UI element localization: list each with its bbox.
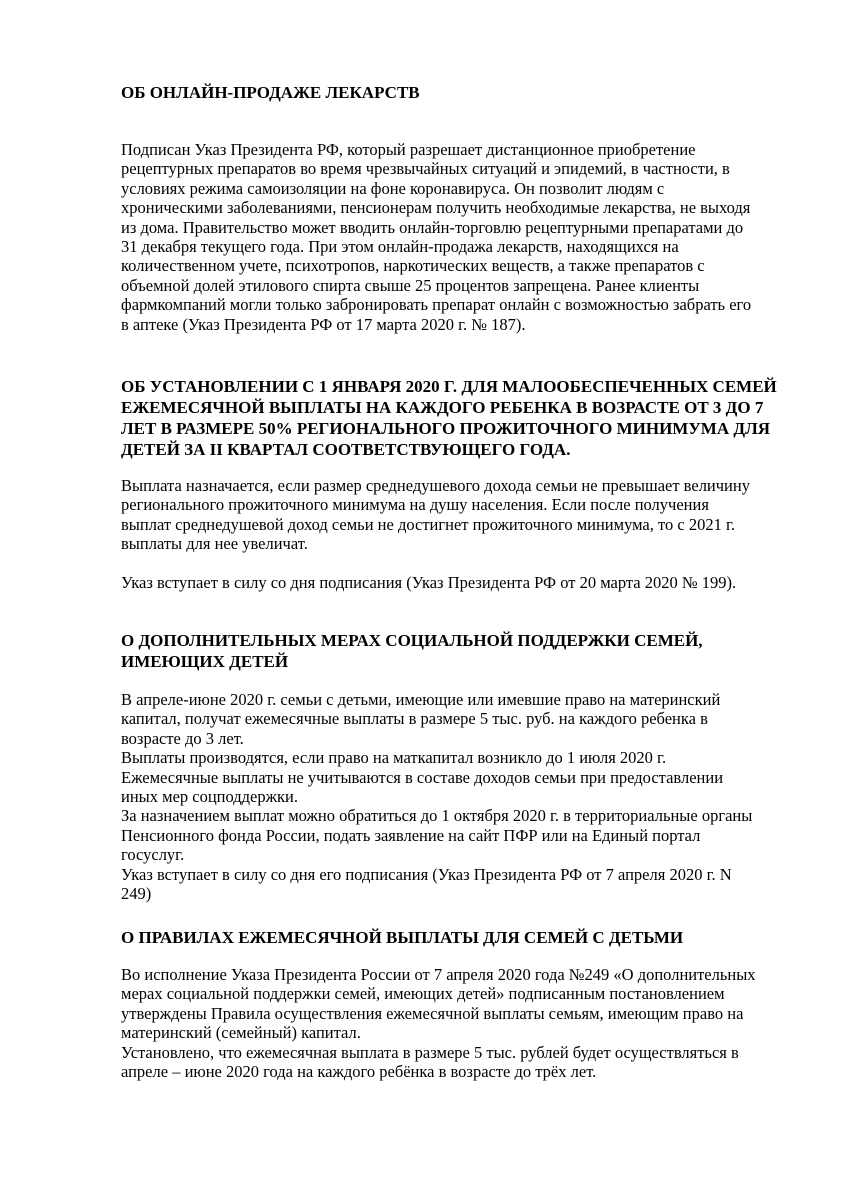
text-line: выплаты для нее увеличат. <box>121 534 308 554</box>
text-line: утверждены Правила осуществления ежемесячной выплаты семьям, имеющим право на <box>121 1003 744 1023</box>
text-line: За назначением выплат можно обратиться до 1 октября 2020 г. в территориальные органы <box>121 806 753 826</box>
text-line: В апреле-июне 2020 г. семьи с детьми, имеющие или имевшие право на материнский <box>121 690 721 709</box>
text-line: количественном учете, психотропов, наркотических веществ, а также препаратов с <box>121 256 705 276</box>
section-3-heading <box>121 630 821 672</box>
heading-line: ИМЕЮЩИХ ДЕТЕЙ <box>121 652 289 671</box>
text-line: условиях режима самоизоляции на фоне коронавируса. Он позволит людям с <box>121 178 665 198</box>
text-line: капитал, получат ежемесячные выплаты в размере 5 тыс. руб. на каждого ребенка в <box>121 709 708 729</box>
text-line: выплат среднедушевой доход семьи не достигнет прожиточного минимума, то с 2021 г. <box>121 514 735 534</box>
text-line: из дома. Правительство может вводить онлайн-торговлю рецептурными препаратами до <box>121 217 744 237</box>
text-line: регионального прожиточного минимума на душу населения. Если после получения <box>121 495 709 515</box>
text-line: Установлено, что ежемесячная выплата в размере 5 тыс. рублей будет осуществляться в <box>121 1042 739 1062</box>
heading-line: ОБ ОНЛАЙН-ПРОДАЖЕ ЛЕКАРСТВ <box>121 83 420 102</box>
text-line: апреле – июне 2020 года на каждого ребёнка в возрасте до трёх лет. <box>121 1061 597 1081</box>
text-line: Ежемесячные выплаты не учитываются в составе доходов семьи при предоставлении <box>121 767 724 787</box>
text-line: хроническими заболеваниями, пенсионерам получить необходимые лекарства, не выходя <box>121 198 751 218</box>
text-line: 249) <box>121 883 152 903</box>
text-line: иных мер соцподдержки. <box>121 786 299 806</box>
text-line: объемной долей этилового спирта свыше 25 процентов запрещена. Ранее клиенты <box>121 275 700 295</box>
heading-line: ЛЕТ В РАЗМЕРЕ 50% РЕГИОНАЛЬНОГО ПРОЖИТОЧНОГО МИНИМУМА ДЛЯ <box>121 419 771 438</box>
heading-line: О ПРАВИЛАХ ЕЖЕМЕСЯЧНОЙ ВЫПЛАТЫ ДЛЯ СЕМЕЙ С ДЕТЬМИ <box>121 928 684 947</box>
text-line: в аптеке (Указ Президента РФ от 17 марта 2020 г. № 187). <box>121 314 526 334</box>
text-line: мерах социальной поддержки семей, имеющих детей» подписанным постановлением <box>121 984 725 1004</box>
section-2-paragraph-2 <box>121 573 821 592</box>
text-line: Пенсионного фонда России, подать заявление на сайт ПФР или на Единый портал <box>121 825 701 845</box>
section-1-paragraph-1 <box>121 140 821 334</box>
text-line: Выплата назначается, если размер среднедушевого дохода семьи не превышает величину <box>121 476 750 495</box>
text-line: материнский (семейный) капитал. <box>121 1023 361 1043</box>
section-4-paragraph-1 <box>121 965 821 1081</box>
section-1-heading <box>121 82 821 103</box>
text-line: Во исполнение Указа Президента России от 7 апреля 2020 года №249 «О дополнительных <box>121 965 756 984</box>
section-4-heading <box>121 927 821 948</box>
heading-line: ЕЖЕМЕСЯЧНОЙ ВЫПЛАТЫ НА КАЖДОГО РЕБЕНКА В ВОЗРАСТЕ ОТ 3 ДО 7 <box>121 398 764 417</box>
text-line: Подписан Указ Президента РФ, который разрешает дистанционное приобретение <box>121 140 696 159</box>
section-2-heading <box>121 376 821 460</box>
text-line: госуслуг. <box>121 845 185 865</box>
text-line: Указ вступает в силу со дня его подписания (Указ Президента РФ от 7 апреля 2020 г. N <box>121 864 732 884</box>
text-line: 31 декабря текущего года. При этом онлайн-продажа лекарств, находящихся на <box>121 236 679 256</box>
text-line: фармкомпаний могли только забронировать препарат онлайн с возможностью забрать его <box>121 295 752 315</box>
section-3-paragraph-1 <box>121 690 821 903</box>
heading-line: ДЕТЕЙ ЗА II КВАРТАЛ СООТВЕТСТВУЮЩЕГО ГОДА. <box>121 440 571 459</box>
heading-line: О ДОПОЛНИТЕЛЬНЫХ МЕРАХ СОЦИАЛЬНОЙ ПОДДЕРЖКИ СЕМЕЙ, <box>121 631 703 650</box>
section-2-paragraph-1 <box>121 476 821 554</box>
text-line: Выплаты производятся, если право на маткапитал возникло до 1 июля 2020 г. <box>121 748 667 768</box>
text-line: Указ вступает в силу со дня подписания (Указ Президента РФ от 20 марта 2020 № 199). <box>121 573 737 592</box>
text-line: возрасте до 3 лет. <box>121 728 244 748</box>
heading-line: ОБ УСТАНОВЛЕНИИ С 1 ЯНВАРЯ 2020 Г. ДЛЯ МАЛООБЕСПЕЧЕННЫХ СЕМЕЙ <box>121 377 777 396</box>
text-line: рецептурных препаратов во время чрезвычайных ситуаций и эпидемий, в частности, в <box>121 159 730 179</box>
